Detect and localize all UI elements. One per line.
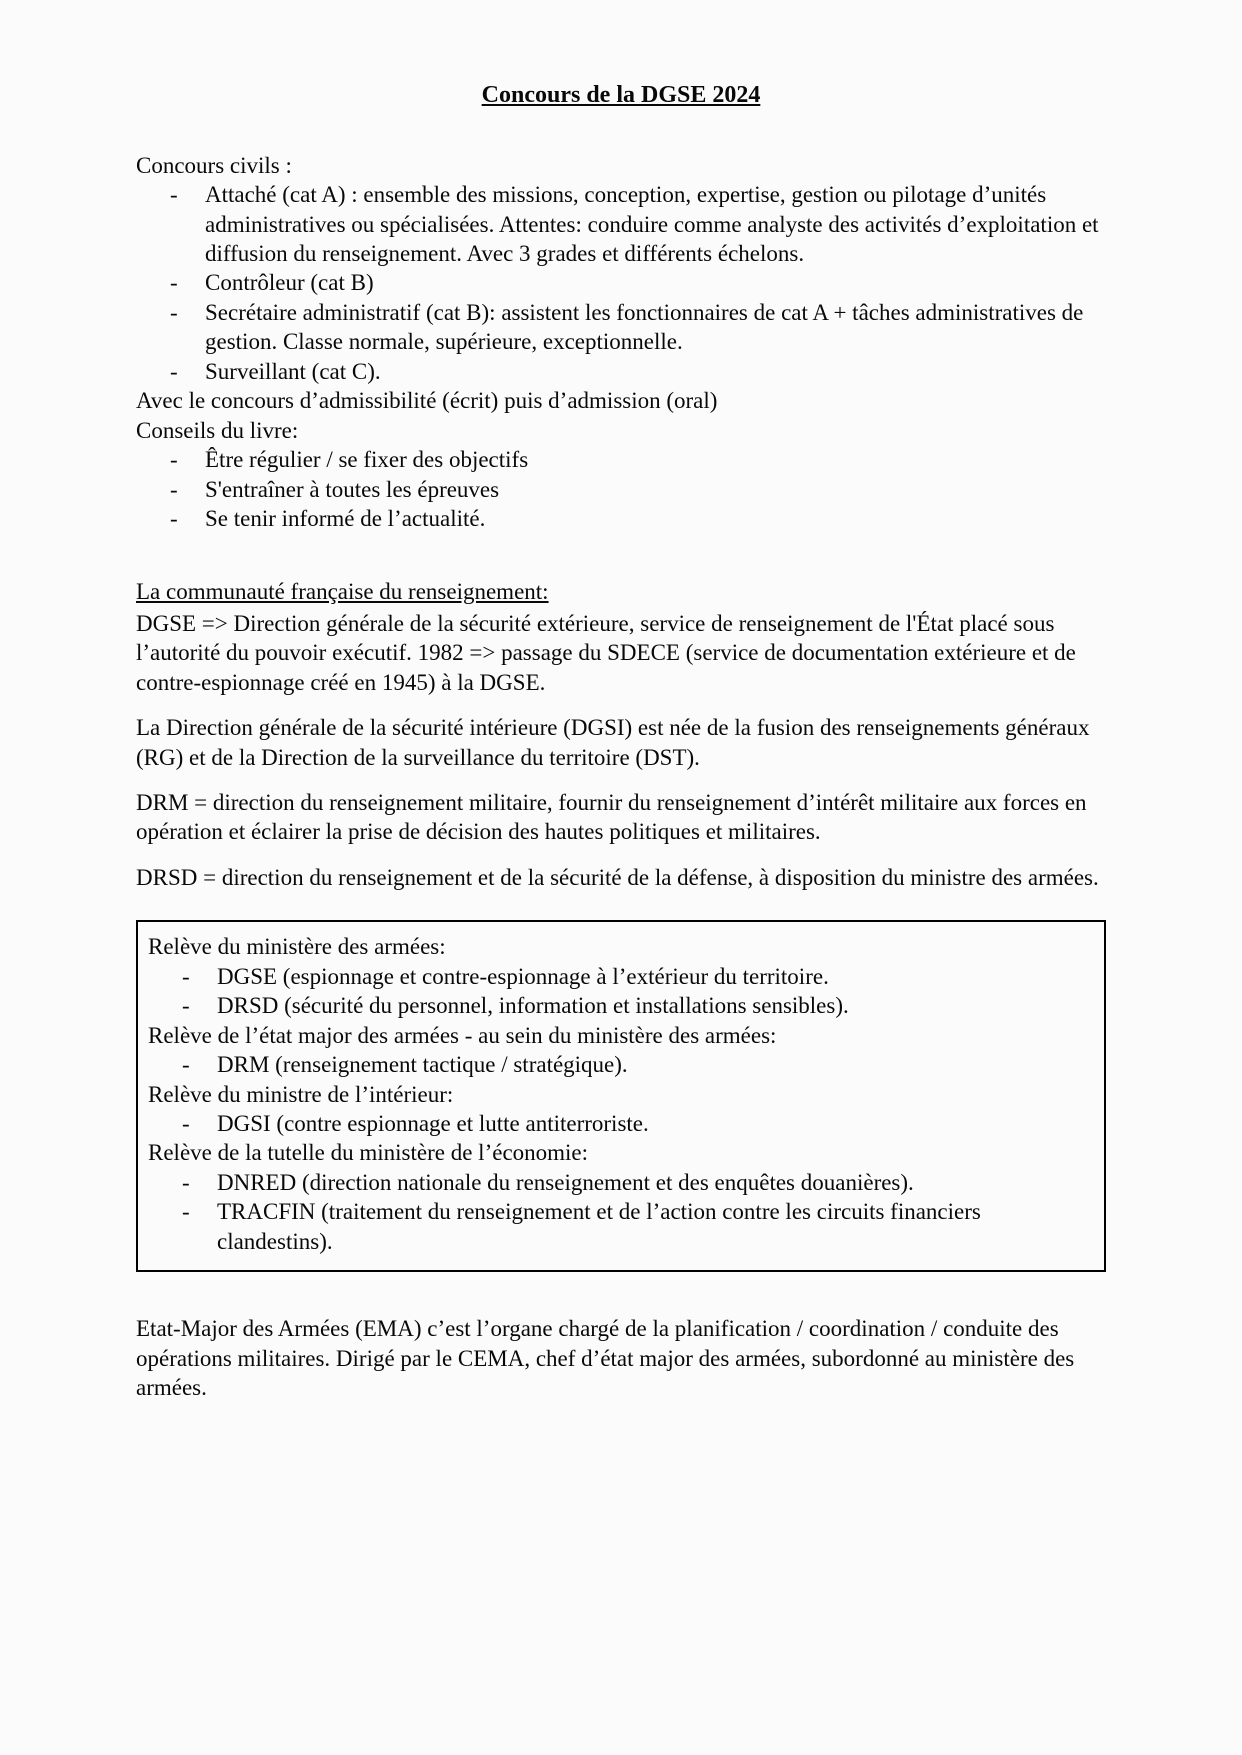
conseils-intro: Conseils du livre: xyxy=(136,417,299,443)
list-item xyxy=(148,1109,1090,1138)
tutelles-box xyxy=(136,920,1106,1272)
list-item xyxy=(136,475,1106,504)
bullet-marker: - xyxy=(182,1199,190,1225)
bullet-marker: - xyxy=(182,1169,190,1195)
communaute-heading: La communauté française du renseignement: xyxy=(136,579,549,605)
list-item-text: DRM (renseignement tactique / stratégique). xyxy=(217,1052,628,1078)
list-item-text: DGSI (contre espionnage et lutte antiterroriste. xyxy=(217,1110,649,1136)
doc-title: Concours de la DGSE 2024 xyxy=(481,82,761,108)
paragraph-dgsi: La Direction générale de la sécurité intérieure (DGSI) est née de la fusion des renseignements généraux (RG) et de la Direction de la surveillance du territoire (DST). xyxy=(136,715,1090,770)
list-item-text: Se tenir informé de l’actualité. xyxy=(205,505,486,531)
list-item xyxy=(136,298,1106,357)
bullet-marker: - xyxy=(182,1052,190,1078)
list-item xyxy=(136,268,1106,297)
paragraph-drsd: DRSD = direction du renseignement et de la sécurité de la défense, à disposition du ministre des armées. xyxy=(136,864,1099,890)
bullet-marker: - xyxy=(170,182,178,208)
bullet-marker: - xyxy=(182,993,190,1019)
conseils-list xyxy=(136,445,1106,533)
list-item-text: Contrôleur (cat B) xyxy=(205,270,374,296)
bullet-marker: - xyxy=(170,270,178,296)
list-item xyxy=(148,1197,1090,1256)
box-heading-interieur: Relève du ministre de l’intérieur: xyxy=(148,1081,454,1107)
paragraph-dgse: DGSE => Direction générale de la sécurité extérieure, service de renseignement de l'État placé sous l’autorité du pouvoir exécutif. 1982 => passage du SDECE (service de documentation extérieure et de contre-espionnage créé en 1945) à la DGSE. xyxy=(136,610,1076,695)
list-item-text: DNRED (direction nationale du renseignement et des enquêtes douanières). xyxy=(217,1169,914,1195)
list-item-text: Attaché (cat A) : ensemble des missions, conception, expertise, gestion ou pilotage d’unités administratives ou spécialisées. Attentes: conduire comme analyste des activités d’exploitation et diffusion du renseignement. Avec 3 grades et différents échelons. xyxy=(205,182,1099,267)
bullet-marker: - xyxy=(182,1110,190,1136)
list-item xyxy=(148,962,1090,991)
list-item-text: Secrétaire administratif (cat B): assistent les fonctionnaires de cat A + tâches administratives de gestion. Classe normale, supérieure, exceptionnelle. xyxy=(205,299,1084,355)
box-heading-economie: Relève de la tutelle du ministère de l’économie: xyxy=(148,1140,589,1166)
bullet-marker: - xyxy=(170,505,178,531)
list-item-text: Surveillant (cat C). xyxy=(205,358,381,384)
list-item xyxy=(148,991,1090,1020)
civils-intro: Concours civils : xyxy=(136,152,292,178)
bullet-marker: - xyxy=(182,963,190,989)
paragraph-drm: DRM = direction du renseignement militaire, fournir du renseignement d’intérêt militaire aux forces en opération et éclairer la prise de décision des hautes politiques et militaires. xyxy=(136,790,1087,845)
list-item xyxy=(136,357,1106,386)
list-item-text: DGSE (espionnage et contre-espionnage à l’extérieur du territoire. xyxy=(217,963,829,989)
list-item xyxy=(136,504,1106,533)
paragraph-ema: Etat-Major des Armées (EMA) c’est l’organe chargé de la planification / coordination / conduite des opérations militaires. Dirigé par le CEMA, chef d’état major des armées, subordonné au ministère des armées. xyxy=(136,1316,1075,1401)
list-item xyxy=(136,180,1106,268)
bullet-marker: - xyxy=(170,447,178,473)
bullet-marker: - xyxy=(170,358,178,384)
bullet-marker: - xyxy=(170,476,178,502)
bullet-marker: - xyxy=(170,299,178,325)
list-item-text: Être régulier / se fixer des objectifs xyxy=(205,447,529,473)
list-item-text: TRACFIN (traitement du renseignement et de l’action contre les circuits financiers clandestins). xyxy=(217,1199,981,1254)
list-item-text: S'entraîner à toutes les épreuves xyxy=(205,476,500,502)
list-item-text: DRSD (sécurité du personnel, information et installations sensibles). xyxy=(217,993,849,1019)
list-item xyxy=(136,445,1106,474)
civils-list xyxy=(136,180,1106,386)
box-heading-armees: Relève du ministère des armées: xyxy=(148,934,446,960)
list-item xyxy=(148,1168,1090,1197)
admissibilite-line: Avec le concours d’admissibilité (écrit) puis d’admission (oral) xyxy=(136,388,718,414)
list-item xyxy=(148,1050,1090,1079)
box-heading-etat-major: Relève de l’état major des armées - au sein du ministère des armées: xyxy=(148,1022,777,1048)
